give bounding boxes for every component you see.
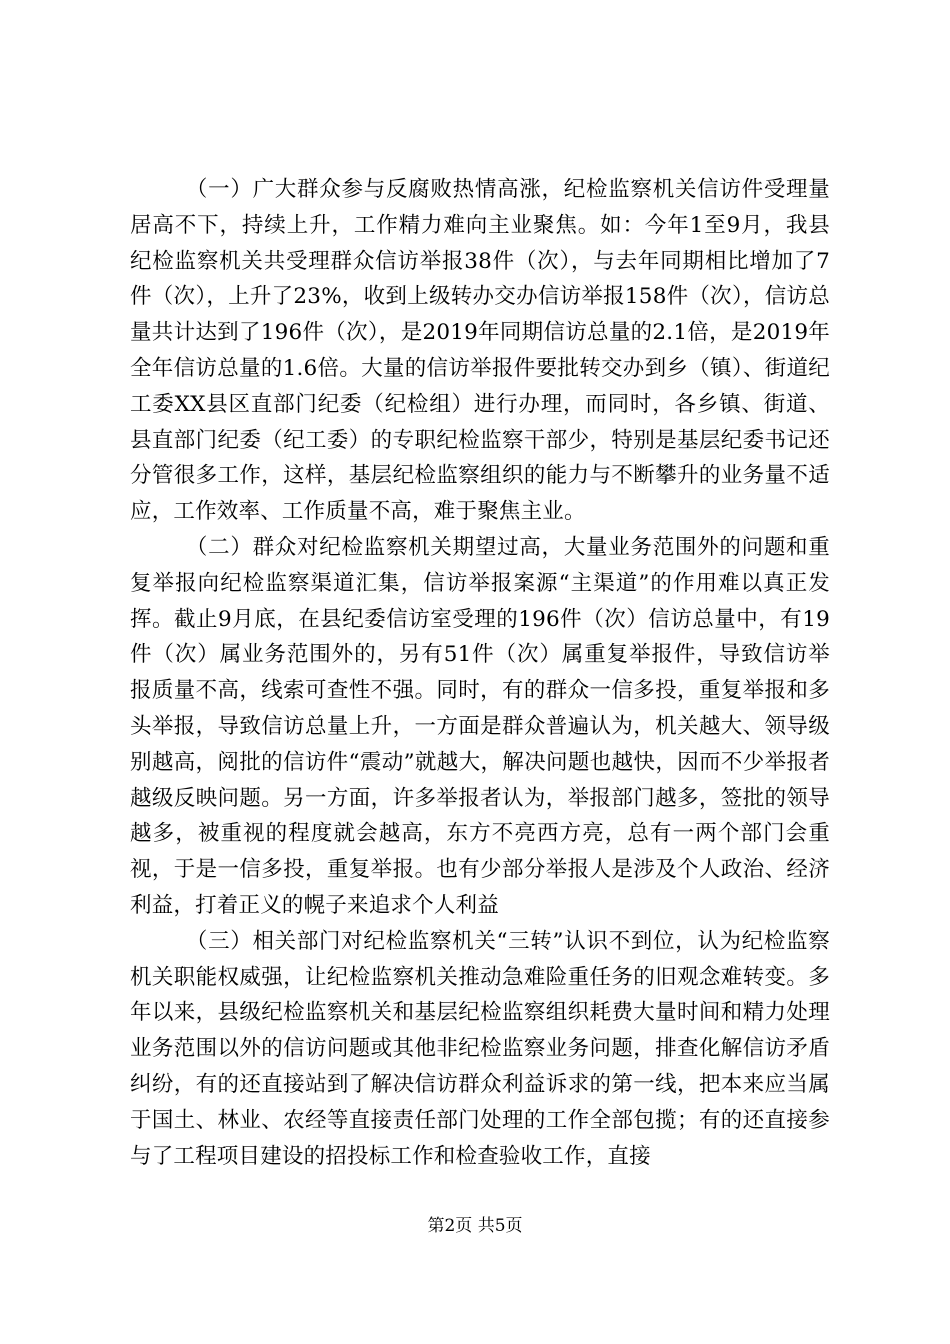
document-body: [130, 172, 830, 1174]
paragraph-1: （一）广大群众参与反腐败热情高涨，纪检监察机关信访件受理量居高不下，持续上升，工作精力难向主业聚焦。如：今年1至9月，我县纪检监察机关共受理群众信访举报38件（次），与去年同期相比增加了7件（次），上升了23%，收到上级转办交办信访举报158件（次），信访总量共计达到了196件（次），是2019年同期信访总量的2.1倍，是2019年全年信访总量的1.6倍。大量的信访举报件要批转交办到乡（镇）、街道纪工委XX县区直部门纪委（纪检组）进行办理，而同时，各乡镇、街道、县直部门纪委（纪工委）的专职纪检监察干部少，特别是基层纪委书记还分管很多工作，这样，基层纪检监察组织的能力与不断攀升的业务量不适应，工作效率、工作质量不高，难于聚焦主业。: [130, 177, 830, 525]
paragraph-2: （二）群众对纪检监察机关期望过高，大量业务范围外的问题和重复举报向纪检监察渠道汇集，信访举报案源“主渠道”的作用难以真正发挥。截止9月底，在县纪委信访室受理的196件（次）信访总量中，有19件（次）属业务范围外的，另有51件（次）属重复举报件，导致信访举报质量不高，线索可查性不强。同时，有的群众一信多投，重复举报和多头举报，导致信访总量上升，一方面是群众普遍认为，机关越大、领导级别越高，阅批的信访件“震动”就越大，解决问题也越快，因而不少举报者越级反映问题。另一方面，许多举报者认为，举报部门越多，签批的领导越多，被重视的程度就会越高，东方不亮西方亮，总有一两个部门会重视，于是一信多投，重复举报。也有少部分举报人是涉及个人政治、经济利益，打着正义的幌子来追求个人利益: [130, 534, 830, 918]
page-footer: 第2页 共5页: [427, 1216, 523, 1236]
paragraph-3: （三）相关部门对纪检监察机关“三转”认识不到位，认为纪检监察机关职能权威强，让纪检监察机关推动急难险重任务的旧观念难转变。多年以来，县级纪检监察机关和基层纪检监察组织耗费大量时间和精力处理业务范围以外的信访问题或其他非纪检监察业务问题，排查化解信访矛盾纠纷，有的还直接站到了解决信访群众利益诉求的第一线，把本来应当属于国土、林业、农经等直接责任部门处理的工作全部包揽；有的还直接参与了工程项目建设的招投标工作和检查验收工作，直接: [130, 928, 830, 1169]
